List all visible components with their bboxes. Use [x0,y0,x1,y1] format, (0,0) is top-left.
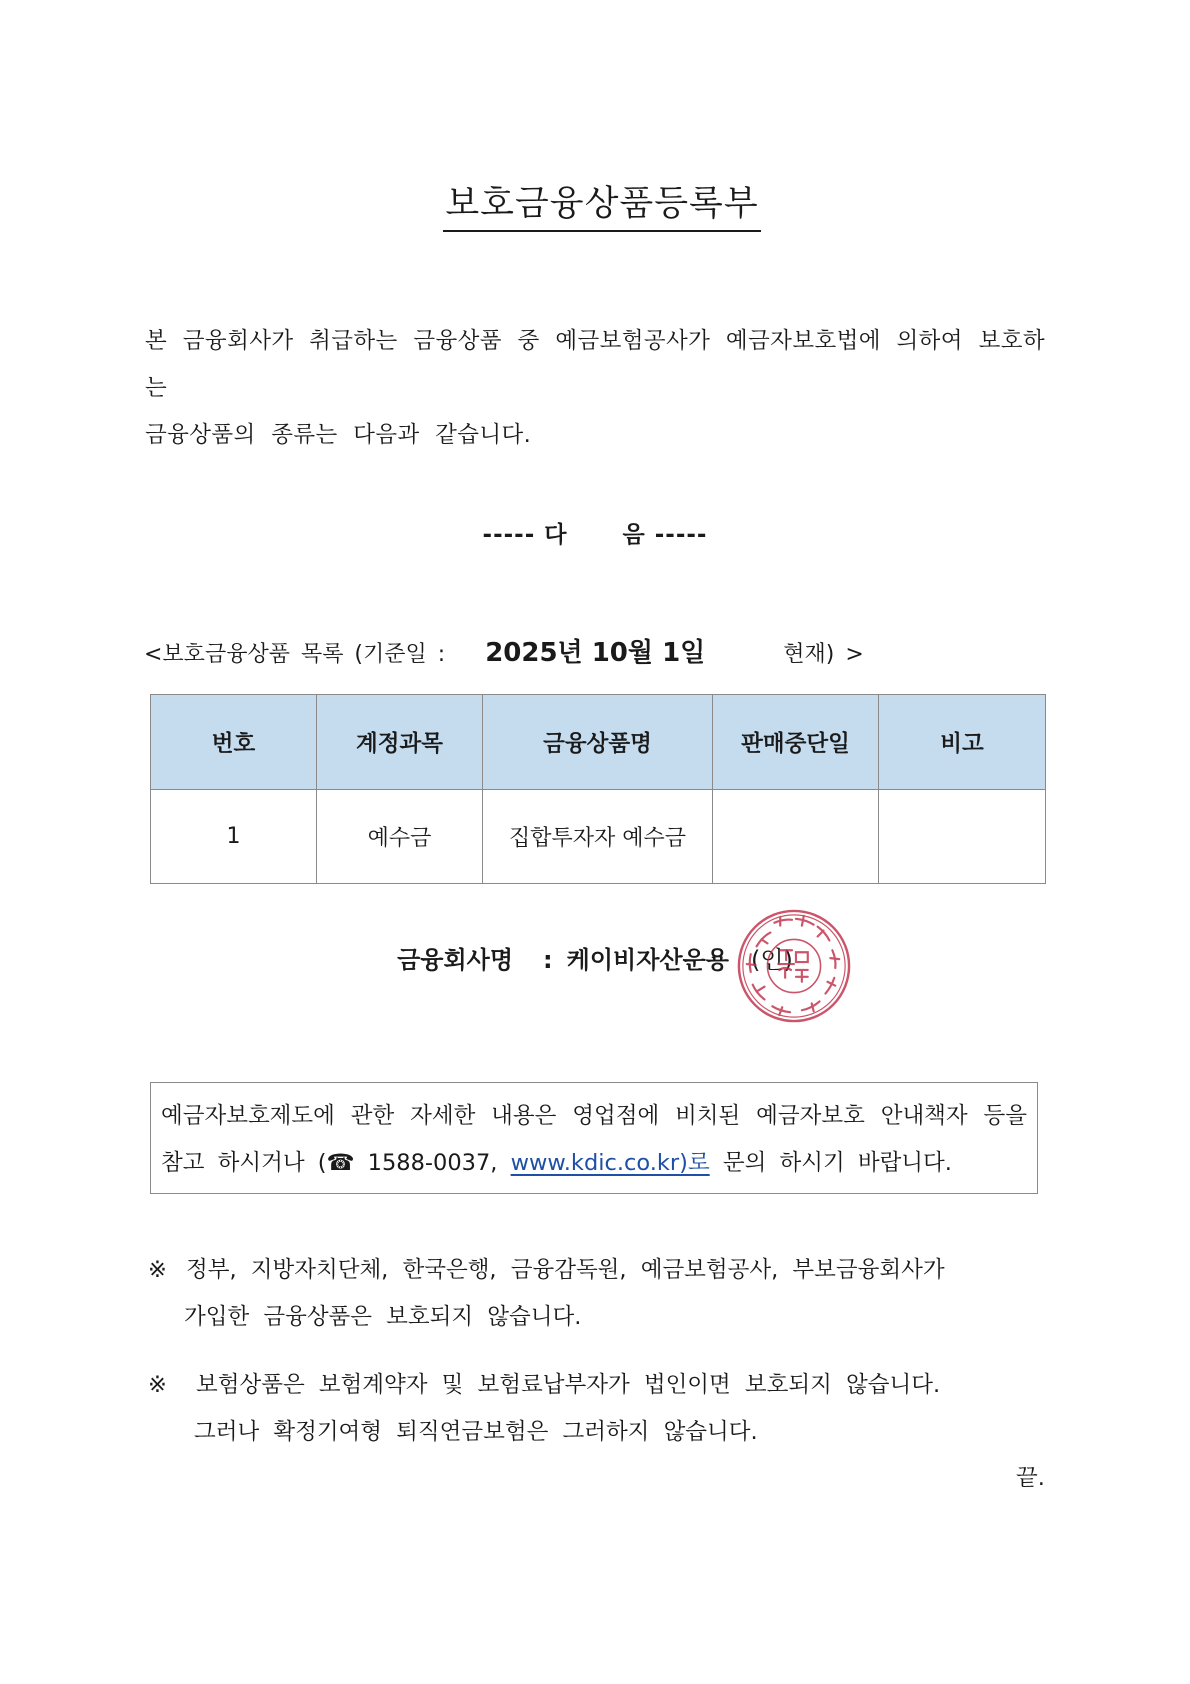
kdic-website-link[interactable]: www.kdic.co.kr)로 [510,1150,710,1176]
note-1-line-2: 가입한 금융상품은 보호되지 않습니다. [184,1304,582,1330]
intro-line-1: 본 금융회사가 취급하는 금융상품 중 예금보험공사가 예금자보호법에 의하여 보호하는 [145,328,1045,401]
intro-paragraph [145,318,1045,459]
reference-date: 2025년 10월 1일 [485,638,706,668]
table-row [151,790,1046,884]
seal-mark: (인) [750,946,793,974]
company-name: 케이비자산운용 [566,946,729,974]
reference-mark: ※ [148,1372,167,1398]
header-remarks: 비고 [879,695,1046,790]
table-header-row [151,695,1046,790]
cell-sale-stop-date [713,790,879,884]
notice-line-2-start: 참고 하시거나 (☎ 1588-0037, [161,1150,511,1176]
company-colon: : [543,946,553,974]
header-product-name: 금융상품명 [483,695,713,790]
section-heading-right: 음 ----- [622,522,708,548]
end-mark: 끝. [1016,1465,1045,1491]
list-caption-suffix: 현재) > [783,642,864,667]
list-caption-prefix: <보호금융상품 목록 (기준일 : [144,642,446,667]
note-2-line-2: 그러나 확정기여형 퇴직연금보험은 그러하지 않습니다. [194,1419,758,1445]
note-insurance-products [148,1362,940,1456]
document-title [0,176,1190,232]
header-account: 계정과목 [317,695,483,790]
cell-product-name: 집합투자자 예수금 [483,790,713,884]
header-sale-stop-date: 판매중단일 [713,695,879,790]
section-heading-left: ----- 다 [482,522,568,548]
seal-graphic [739,911,849,1021]
header-number: 번호 [151,695,317,790]
notice-line-1: 예금자보호제도에 관한 자세한 내용은 영업점에 비치된 예금자보호 안내책자 등을 [161,1103,1027,1129]
document-title-text: 보호금융상품등록부 [443,176,760,232]
company-seal-stamp [735,907,853,1025]
deposit-protection-notice [150,1082,1038,1194]
note-2-line-1: 보험상품은 보험계약자 및 보험료납부자가 법인이면 보호되지 않습니다. [196,1372,941,1398]
section-heading [0,516,1190,549]
intro-line-2: 금융상품의 종류는 다음과 같습니다. [145,422,532,448]
list-caption [144,632,864,669]
cell-number: 1 [151,790,317,884]
reference-mark: ※ [148,1257,167,1283]
cell-account: 예수금 [317,790,483,884]
note-1-line-1: 정부, 지방자치단체, 한국은행, 금융감독원, 예금보험공사, 부보금융회사가 [186,1257,945,1283]
company-line [0,940,1190,975]
notice-line-2-end: 문의 하시기 바랍니다. [709,1150,952,1176]
cell-remarks [879,790,1046,884]
notice-line-2 [161,1140,1027,1187]
note-unprotected-entities [148,1247,945,1341]
company-label: 금융회사명 [397,946,514,974]
protected-products-table [150,694,1046,884]
